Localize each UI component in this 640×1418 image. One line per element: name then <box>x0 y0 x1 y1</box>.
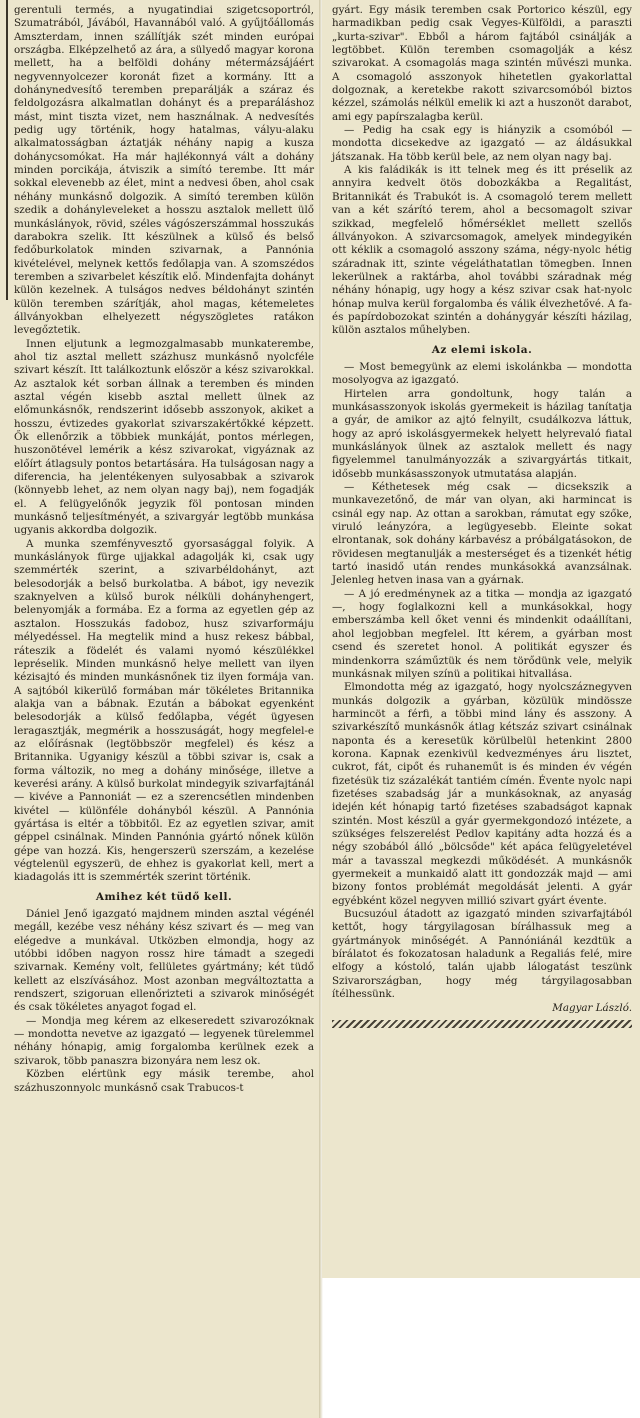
paragraph-tobacco-preparation: gerentuli termés, a nyugatindiai szigetcsoportról, Szumatrából, Jávából, Havannából való. A gyűjtőállomás Amszterdam, innen szállítják szét minden európai országba. Elképzelhető az ára, a sülyedő magyar korona mellett, ha a belföldi dohány métermázsájáért negyvennyolcezer koronát fizet a kormány. Itt a dohánynedvesítő teremben preparálják a száraz és feldolgozásra alkalmatlan dohányt és a preparáláshoz mást, mint tiszta vizet, nem használnak. A nedvesítés pedig ugy történik, hogy hatalmas, vályu-alaku alkalmatosságban áztatják néhány napig a kusza dohánycsomókat. Ha már hajlékonnyá vált a dohány minden porcikája, átviszik a simító terembe. Itt már sokkal elevenebb az élet, mint a nedvesi őben, ahol csak néhány munkásnő dolgozik. A simító teremben külön szedik a dohányleveleket a hosszu asztalok mellett ülő munkáslányok, rövid, széles vágószerszámmal hosszukás darabokra szelik. Itt készülnek a külső és belső fedőburkolatok minden szivarnak, a Pannónia kivételével, melynek kettős fedőlapja van. A szomszédos teremben a szivarbelet készítik elő. Mindenfajta dohányt külön kezelnek. A tulságos nedves béldohányt szintén külön teremben szárítják, ahol magas, kétemeletes állványokban elhelyezett négyszögletes ratákon levegőztetik. <box>14 4 314 337</box>
paragraph-packing-room: gyárt. Egy másik teremben csak Portorico készül, egy harmadikban pedig csak Vegyes-Külföldi, a paraszti „kurta-szivar". Ebből a három fajtából csinálják a legtöbbet. Külön teremben csomagolják a kész szivarokat. A csomagolás maga szintén művészi munka. A csomagoló asszonyok hihetetlen gyakorlattal dolgoznak, a keretekbe rakott szivarcsomóból biztos kézzel, számolás nélkül emelik ki azt a huszonöt darabot, ami egy papírszalagba kerül. <box>332 4 632 123</box>
paragraph-farewell: Bucsuzóul átadott az igazgató minden szivarfajtából kettőt, hogy tárgyilagosan bírálhassuk meg a gyártmányok minőségét. A Pannóniánál kezdtük a bírálatot és fokozatosan haladunk a Regaliás felé, mire elfogy a kóstoló, talán ujabb lálogatást teszünk Szivarországban, hogy még tárgyilagosabban ítélhessünk. <box>332 908 632 1001</box>
paragraph-work-process: A munka szemfényvesztő gyorsasággal folyik. A munkáslányok fürge ujjakkal adagolják ki, csak ugy szemmérték szerint, a szivarbéldohányt, azt belesodorják a belső burkolatba. A bábot, igy nevezik szaknyelven a külső burok nélküli dohányhengert, belenyomják a formába. Ez a forma az egyetlen gép az asztalon. Hosszukás fadoboz, husz szivarformáju mélyedéssel. Ha megtelik mind a husz rekesz bábbal, ráteszik a födelét és valami nyomó készülékkel lepréselik. Minden munkásnő helye mellett van ilyen kézisajtó és minden munkásnőnek tiz ilyen formája van. A sajtóból kikerülő formában már tökéletes Britannika alakja van a bábnak. Ezután a bábokat egyenként belesodorják a külső fedőlapba, végét ügyesen leragasztják, megmérik a hosszuságát, hogy megfelel-e az előírásnak (legtöbbször megfelel) és kész a Britannika. Ugyanigy készül a többi szivar is, csak a forma változik, no meg a dohány minősége, illetve a keverési arány. A külső burkolat mindegyik szivarfajtánál — kivéve a Pannoniát — ez a szerencsétlen mindenben kivétel — különféle dohányból készül. A Pannónia gyártása is eltér a többitől. Ez az egyetlen szivar, amit géppel csinálnak. Minden Pannónia gyártó nőnek külön gépe van hozzá. Kis, hengerszerü szerszám, a kezelése végtelenül egyszerü, de ehhez is gyakorlat kell, mert a kiadagolás itt is szemmérték szerint történik. <box>14 537 314 884</box>
paragraph-forewoman-quote: — Kéthetesek még csak — dicsekszik a munkavezetőnő, de már van olyan, aki harmincat is csinál egy nap. Az ottan a sarokban, rámutat egy szőke, viruló leányzóra, a legügyesebb. Eleinte sokat elrontanak, sok dohány kárbavész a próbálgatásokon, de rövidesen megtanulják a mesterséget és a tizenkét hétig tartó inasidő után rendes munkásokká avanzsálnak. Jelenleg hetven inasa van a gyárnak. <box>332 481 632 587</box>
paragraph-school-intro: — Most bemegyünk az elemi iskolánkba — mondotta mosolyogva az igazgató. <box>332 360 632 387</box>
paragraph-director-quote: — Mondja meg kérem az elkeseredett szivarozóknak — mondotta nevetve az igazgató — legyenek türelemmel néhány hónapig, amig forgalomba kerülnek ezek a szivarok, több panaszra bizonyára nem lesz ok. <box>14 1014 314 1067</box>
section-heading-elementary-school: Az elemi iskola. <box>431 343 533 356</box>
paragraph-secret-of-success: — A jó eredménynek az a titka — mondja az igazgató —, hogy foglalkozni kell a munkásokkal, hogy emberszámba kell őket venni és mindenkit odaállítani, ahol legjobban megfelel. Itt kérem, a gyárban most csend és szeretet honol. A politikát egyszer és mindenkorra száműztük és nem törődünk vele, melyik munkásnak milyen színü a politikai hitvallása. <box>332 587 632 680</box>
left-column-text <box>0 0 320 1095</box>
paragraph-packing-quote: — Pedig ha csak egy is hiányzik a csomóból — mondotta dicsekedve az igazgató — az áldásukkal játszanak. Ha több kerül bele, az nem olyan nagy baj. <box>332 124 632 163</box>
author-signature: Magyar László. <box>552 1002 632 1015</box>
paragraph-next-room: Közben elértünk egy másik terembe, ahol százhuszonnyolc munkásnő csak Trabucos-t <box>14 1068 314 1094</box>
right-column <box>322 0 640 1278</box>
paragraph-workforce-stats: Elmondotta még az igazgató, hogy nyolcszáznegyven munkás dolgozik a gyárban, közülük mindössze harmincöt a férfi, a többi mind lány és asszony. A szivarkészítő munkásnők átlag kétszáz szivart csinálnak naponta és a keresetük körülbelül hetenkint 2800 korona. Kapnak ezenkivül kedvezményes áru lisztet, cukrot, fát, cipőt és ruhaneműt is és minden év végén fizetésük tiz százalékát tantiém címén. Évente nyolc napi fizetéses szabadság jár a munkásoknak, az anyaság idején két hónapig tartó fizetéses szabadságot kapnak szintén. Most készül a gyár gyermekgondozó intézete, a szükséges felszerelést Pedlov kapitány adta hozzá és a négy szobából álló „bölcsőde" két apáca felügyeletével már a tavasszal megkezdi működését. A munkásnők gyermekeit a munkaidő alatt itt gondozzák majd — ami bizony fontos problémát megoldását jelenti. A gyár egyébként közel negyven millió szivart gyárt évente. <box>332 681 632 907</box>
section-heading-two-lungs: Amihez két tüdő kell. <box>95 890 233 903</box>
right-column-text <box>322 0 640 1028</box>
margin-rule <box>6 0 8 300</box>
paragraph-apprentices: Hirtelen arra gondoltunk, hogy talán a munkásasszonyok iskolás gyermekeit is házilag tanítatja a gyár, de amikor az ajtó felnyilt, csudálkozva láttuk, hogy az apró iskolásgyermekek helyett helyrevaló fiatal munkáslányok ülnek az asztalok mellett és nagy figyelemmel tanulmányozzák a szivargyártás titkait, idősebb munkásasszonyok utmutatása alapján. <box>332 387 632 480</box>
paragraph-main-workroom: Innen eljutunk a legmozgalmasabb munkaterembe, ahol tiz asztal mellett százhusz munkásnő nyolcféle szivart készít. Itt találkoztunk először a kész szivarokkal. Az asztalok két sorban állnak a teremben és minden asztal végén kisebb asztal mellett ülnek az előmunkásnők, rendszerint idősebb asszonyok, akiket a hosszu, évtizedes gyakorlat szivarszakértőkké képzett. Ők ellenőrzik a többiek munkáját, pontos mérlegen, huszonötével lemérik a kész szivarokat, vigyáznak az előírt átlagsuly pontos betartására. Ha tulságosan nagy a diferencia, ha jelentékenyen sulyosabbak a szivarok (könnyebb lehet, az nem olyan nagy baj), nem fogadják el. A felügyelőnők jegyzik föl pontosan minden munkásnő teljesítményét, a szivargyár legtöbb munkása ugyanis akkordba dolgozik. <box>14 337 314 537</box>
paragraph-director-inspection: Dániel Jenő igazgató majdnem minden asztal végénél megáll, kezébe vesz néhány kész szivart és — meg van elégedve a munkával. Utközben elmondja, hogy az utóbbi időben nagyon rossz hire támadt a szegedi szivarnak. Kemény volt, fellületes gyártmány; két tüdő kellett az elszívásához. Most azonban megváltoztatta a rendszert, szigoruan ellenőrizteti a szivarok minőségét és csak tökéletes anyagot fogad el. <box>14 908 314 1014</box>
end-ornament <box>332 1020 632 1028</box>
paragraph-drying-rooms: A kis faládikák is itt telnek meg és itt préselik az annyira kedvelt ötös dobozkákba a Regalitást, Britannikát és Trabukót is. A csomagoló terem mellett van a két szárító terem, ahol a becsomagolt szivar szikkad, megfelelő hőmérséklet mellett szellős állványokon. A szivarcsomagok, amelyek mindegyikén ott kéklik a csomagoló asszony száma, négy-nyolc hétig száradnak itt, szinte végeláthatatlan tömegben. Innen lekerülnek a raktárba, ahol további száradnak még néhány hónapig, ugy hogy a kész szivar csak hat-nyolc hónap mulva kerül forgalomba és válik élvezhetővé. A fa- és papírdobozokat szintén a dohánygyár készíti házilag, külön asztalos műhelyben. <box>332 164 632 337</box>
